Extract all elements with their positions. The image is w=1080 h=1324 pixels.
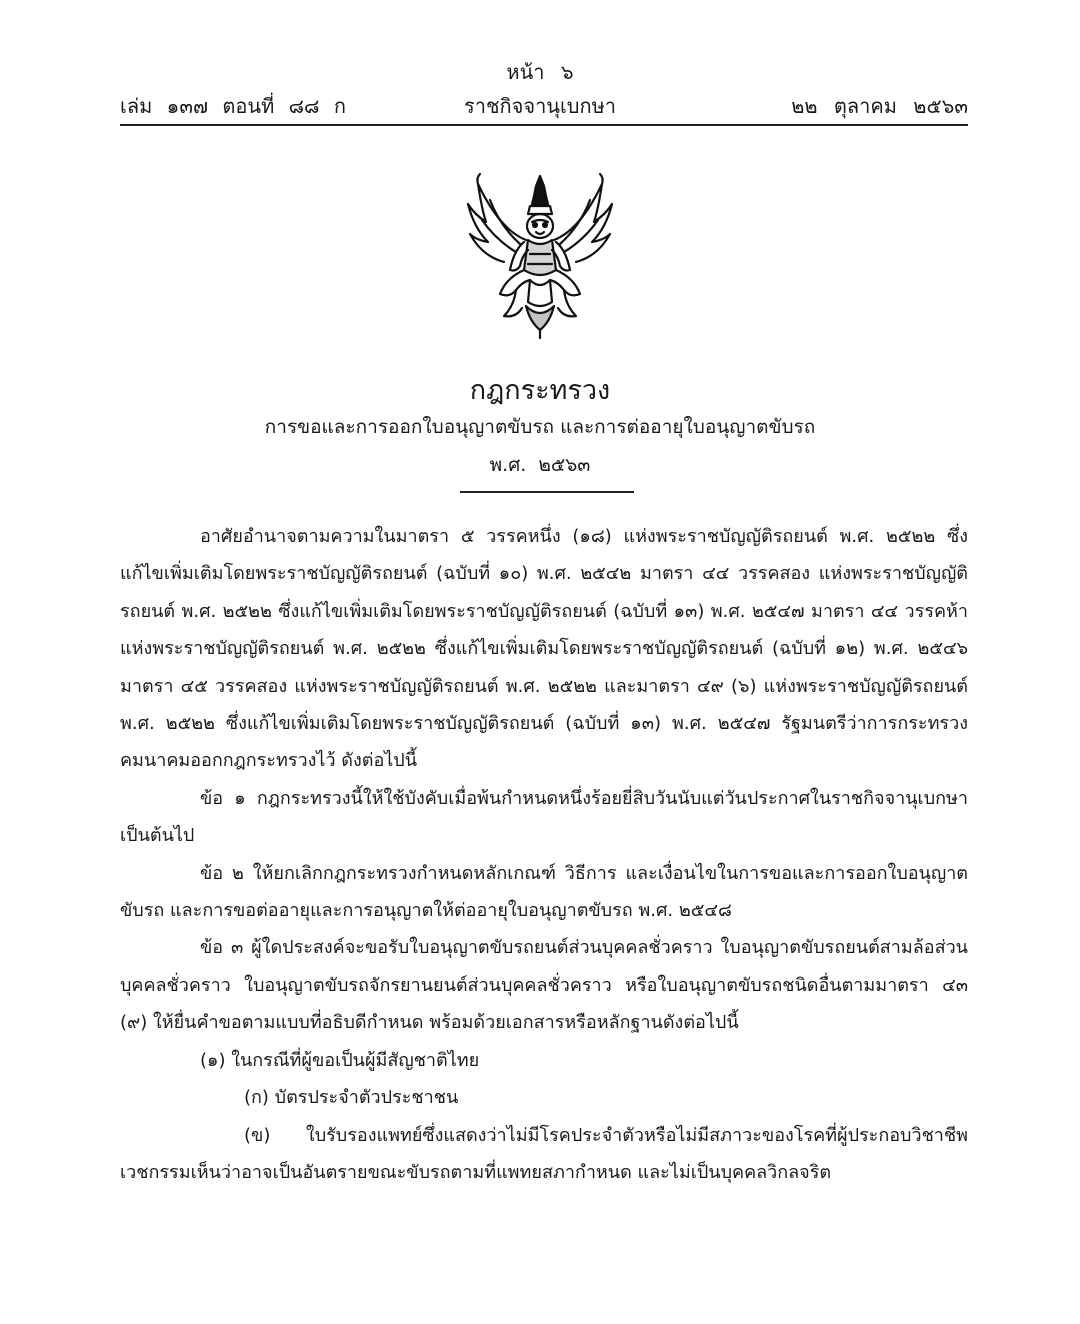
clause-3-item-1: (๑) ในกรณีที่ผู้ขอเป็นผู้มีสัญชาติไทย [200,1049,480,1071]
clause-1: ข้อ ๑ กฎกระทรวงนี้ให้ใช้บังคับเมื่อพ้นกำหนดหนึ่งร้อยยี่สิบวันนับแต่วันประกาศในราชกิจจานุเบกษาเป็นต้นไป [120,787,968,847]
page-number: หน้า ๖ [506,60,574,84]
document-year: พ.ศ. ๒๕๖๓ [489,454,591,476]
clause-3: ข้อ ๓ ผู้ใดประสงค์จะขอรับใบอนุญาตขับรถยนต์ส่วนบุคคลชั่วคราว ใบอนุญาตขับรถยนต์สามล้อส่วนบุคคลชั่วคราว ใบอนุญาตขับรถจักรยานยนต์ส่วนบุคคลชั่วคราว หรือใบอนุญาตขับรถชนิดอื่นตามมาตรา ๔๓ (๙) ให้ยื่นคำขอตามแบบที่อธิบดีกำหนด พร้อมด้วยเอกสารหรือหลักฐานดังต่อไปนี้ [120,937,968,1034]
title-divider [460,491,634,493]
volume-issue: เล่ม ๑๓๗ ตอนที่ ๘๘ ก [120,94,346,118]
gazette-name: ราชกิจจานุเบกษา [463,94,617,118]
publication-date: ๒๒ ตุลาคม ๒๕๖๓ [791,94,968,118]
document-subtitle: การขอและการออกใบอนุญาตขับรถ และการต่ออายุใบอนุญาตขับรถ [264,416,816,438]
clause-3-item-1b: (ข) ใบรับรองแพทย์ซึ่งแสดงว่าไม่มีโรคประจำตัวหรือไม่มีสภาวะของโรคที่ผู้ประกอบวิชาชีพเวชกรรมเห็นว่าอาจเป็นอันตรายขณะขับรถตามที่แพทยสภากำหนด และไม่เป็นบุคคลวิกลจริต [120,1124,968,1183]
header-divider [120,124,968,126]
document-title: กฎกระทรวง [469,375,611,406]
clause-3-item-1a: (ก) บัตรประจำตัวประชาชน [244,1087,459,1109]
preamble-paragraph: อาศัยอำนาจตามความในมาตรา ๕ วรรคหนึ่ง (๑๘) แห่งพระราชบัญญัติรถยนต์ พ.ศ. ๒๕๒๒ ซึ่งแก้ไขเพิ่มเติมโดยพระราชบัญญัติรถยนต์ (ฉบับที่ ๑๐) พ.ศ. ๒๕๔๒ มาตรา ๔๔ วรรคสอง แห่งพระราชบัญญัติรถยนต์ พ.ศ. ๒๕๒๒ ซึ่งแก้ไขเพิ่มเติมโดยพระราชบัญญัติรถยนต์ (ฉบับที่ ๑๓) พ.ศ. ๒๕๔๗ มาตรา ๔๔ วรรคห้า แห่งพระราชบัญญัติรถยนต์ พ.ศ. ๒๕๒๒ ซึ่งแก้ไขเพิ่มเติมโดยพระราชบัญญัติรถยนต์ (ฉบับที่ ๑๒) พ.ศ. ๒๕๔๖ มาตรา ๔๕ วรรคสอง แห่งพระราชบัญญัติรถยนต์ พ.ศ. ๒๕๒๒ และมาตรา ๔๙ (๖) แห่งพระราชบัญญัติรถยนต์ พ.ศ. ๒๕๒๒ ซึ่งแก้ไขเพิ่มเติมโดยพระราชบัญญัติรถยนต์ (ฉบับที่ ๑๓) พ.ศ. ๒๕๔๗ รัฐมนตรีว่าการกระทรวงคมนาคมออกกฎกระทรวงไว้ ดังต่อไปนี้ [120,526,968,772]
document-body [120,518,968,1191]
garuda-emblem-icon [460,170,620,342]
clause-2: ข้อ ๒ ให้ยกเลิกกฎกระทรวงกำหนดหลักเกณฑ์ วิธีการ และเงื่อนไขในการขอและการออกใบอนุญาตขับรถ และการขอต่ออายุและการอนุญาตให้ต่ออายุใบอนุญาตขับรถ พ.ศ. ๒๕๔๘ [120,862,968,922]
